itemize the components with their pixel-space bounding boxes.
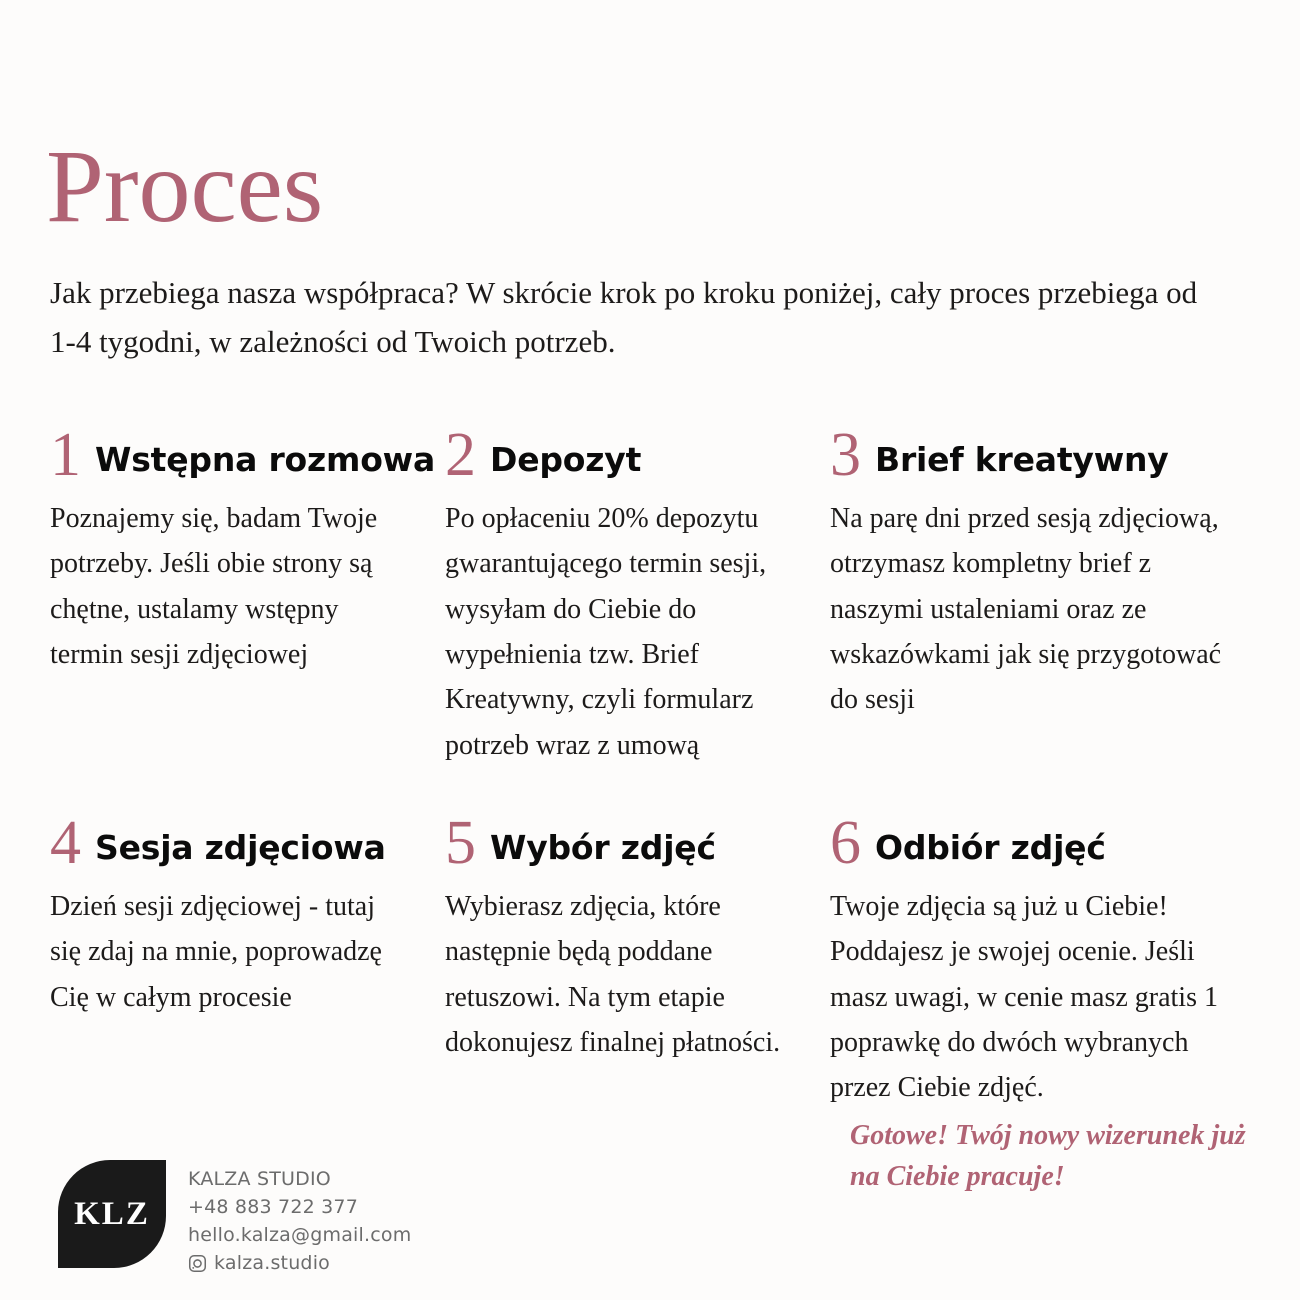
brand-logo [58, 1160, 166, 1268]
step-card-3 [830, 420, 1260, 768]
step-title-5: Wybór zdjęć [490, 828, 716, 867]
step-body-1: Poznajemy się, badam Twoje potrzeby. Jeśli obie strony są chętne, ustalamy wstępny termin sesji zdjęciowej [50, 503, 378, 671]
instagram-icon [188, 1254, 207, 1273]
step-number-3: 3 [830, 421, 861, 489]
step-body-6: Twoje zdjęcia są już u Ciebie! Poddajesz je swojej ocenie. Jeśli masz uwagi, w cenie masz gratis 1 poprawkę do dwóch wybranych przez Ciebie zdjęć. [830, 891, 1218, 1104]
step-title-3: Brief kreatywny [875, 440, 1169, 479]
steps-row-1 [50, 420, 1260, 768]
step-header-4 [50, 808, 445, 877]
step-card-1 [50, 420, 445, 768]
step-header-1 [50, 420, 445, 489]
step-number-1: 1 [50, 421, 81, 489]
step-card-4 [50, 808, 445, 1111]
step-number-2: 2 [445, 421, 476, 489]
step-title-2: Depozyt [490, 440, 642, 479]
step-card-6 [830, 808, 1260, 1111]
step-body-2: Po opłaceniu 20% depozytu gwarantującego termin sesji, wysyłam do Ciebie do wypełnienia tzw. Brief Kreatywny, czyli formularz potrzeb wraz z umową [445, 503, 767, 761]
step-card-2 [445, 420, 830, 768]
step-card-5 [445, 808, 830, 1111]
step-number-6: 6 [830, 809, 861, 877]
instagram-handle: kalza.studio [214, 1251, 331, 1274]
step-number-4: 4 [50, 809, 81, 877]
phone-number[interactable]: +48 883 722 377 [188, 1195, 359, 1218]
step-header-2 [445, 420, 830, 489]
step-title-6: Odbiór zdjęć [875, 828, 1106, 867]
intro-paragraph: Jak przebiega nasza współpraca? W skrócie krok po kroku poniżej, cały proces przebiega od 1-4 tygodni, w zależności od Twoich potrzeb. [50, 275, 1198, 359]
step-title-1: Wstępna rozmowa [95, 440, 436, 479]
steps-row-2 [50, 808, 1260, 1111]
step-header-6 [830, 808, 1260, 877]
step-body-4: Dzień sesji zdjęciowej - tutaj się zdaj na mnie, poprowadzę Cię w całym procesie [50, 891, 382, 1013]
footer [58, 1160, 411, 1277]
closing-statement: Gotowe! Twój nowy wizerunek już na Ciebie pracuje! [850, 1120, 1246, 1192]
email-address[interactable]: hello.kalza@gmail.com [188, 1223, 412, 1246]
instagram-link[interactable] [188, 1250, 411, 1277]
step-title-4: Sesja zdjęciowa [95, 828, 386, 867]
step-body-3: Na parę dni przed sesją zdjęciową, otrzymasz kompletny brief z naszymi ustaleniami oraz ze wskazówkami jak się przygotować do sesji [830, 503, 1222, 716]
step-number-5: 5 [445, 809, 476, 877]
contact-block [188, 1160, 411, 1277]
step-body-5: Wybierasz zdjęcia, które następnie będą poddane retuszowi. Na tym etapie dokonujesz finalnej płatności. [445, 891, 781, 1059]
page-title: Proces [46, 128, 324, 244]
studio-name: KALZA STUDIO [188, 1168, 331, 1190]
logo-text: KLZ [74, 1195, 150, 1232]
step-header-5 [445, 808, 830, 877]
step-header-3 [830, 420, 1260, 489]
